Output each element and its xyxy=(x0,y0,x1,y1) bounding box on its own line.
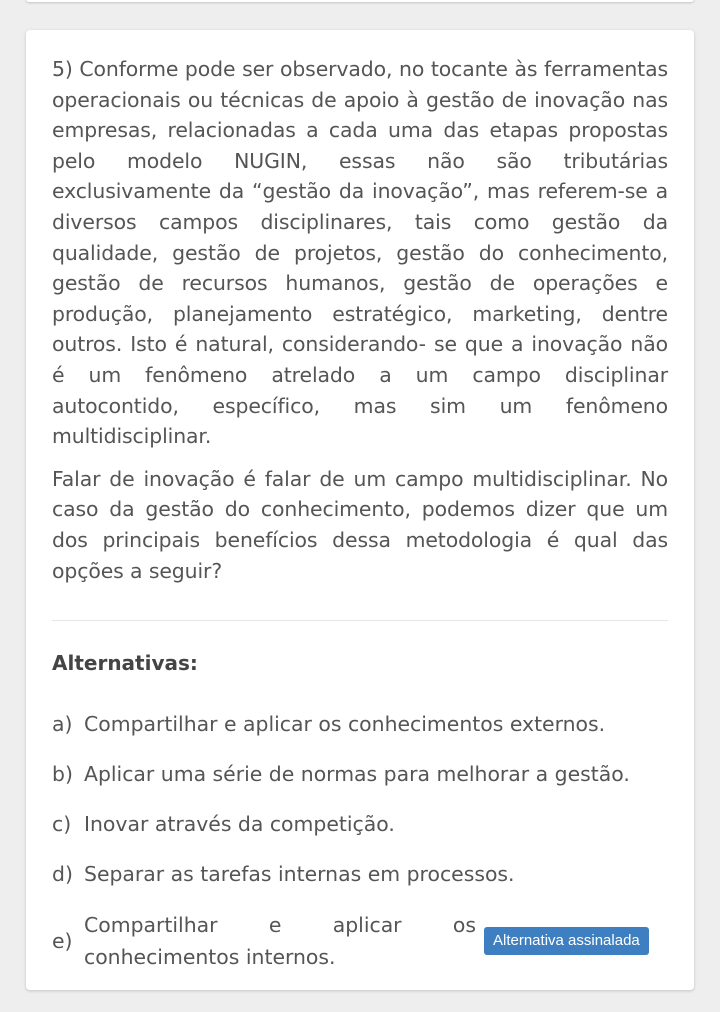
alternative-text-line2: conhecimentos internos. xyxy=(84,945,336,970)
alternative-d[interactable] xyxy=(52,859,668,889)
alternatives-list xyxy=(52,709,668,973)
question-text: 5) Conforme pode ser observado, no tocante às ferramentas operacionais ou técnicas de apoio à gestão de inovação nas empresas, relacionadas a cada uma das etapas propostas pelo modelo NUGIN, essas não são tributárias exclusivamente da “gestão da inovação”, mas referem-se a diversos campos disciplinares, tais como gestão da qualidade, gestão de projetos, gestão do conhecimento, gestão de recursos humanos, gestão de operações e produção, planejamento estratégico, marketing, dentre outros. Isto é natural, considerando- se que a inovação não é um fenômeno atrelado a um campo disciplinar autocontido, específico, mas sim um fenômeno multidisciplinar. xyxy=(52,57,668,449)
alternative-text-line1: Compartilhar e aplicar os xyxy=(84,913,476,938)
previous-card-edge xyxy=(26,0,694,2)
alternative-letter: a) xyxy=(52,712,73,737)
alternative-text: Aplicar uma série de normas para melhorar a gestão. xyxy=(84,762,630,787)
question-prompt: Falar de inovação é falar de um campo multidisciplinar. No caso da gestão do conhecimento, podemos dizer que um dos principais benefícios dessa metodologia é qual das opções a seguir? xyxy=(52,466,668,583)
divider xyxy=(52,620,668,621)
selected-badge: Alternativa assinalada xyxy=(484,927,649,955)
alternative-letter: e) xyxy=(52,929,73,954)
alternative-letter: b) xyxy=(52,762,73,787)
alternative-b[interactable] xyxy=(52,759,668,789)
alternative-text: Compartilhar e aplicar os conhecimentos externos. xyxy=(84,712,606,737)
alternatives-heading: Alternativas: xyxy=(52,651,198,676)
alternative-text xyxy=(84,909,476,973)
alternative-letter: c) xyxy=(52,812,72,837)
alternative-a[interactable] xyxy=(52,709,668,739)
alternative-text: Separar as tarefas internas em processos. xyxy=(84,862,515,887)
question-card xyxy=(26,30,694,990)
alternative-e[interactable] xyxy=(52,909,668,973)
alternative-text: Inovar através da competição. xyxy=(84,812,395,837)
alternative-c[interactable] xyxy=(52,809,668,839)
alternative-letter: d) xyxy=(52,862,73,887)
